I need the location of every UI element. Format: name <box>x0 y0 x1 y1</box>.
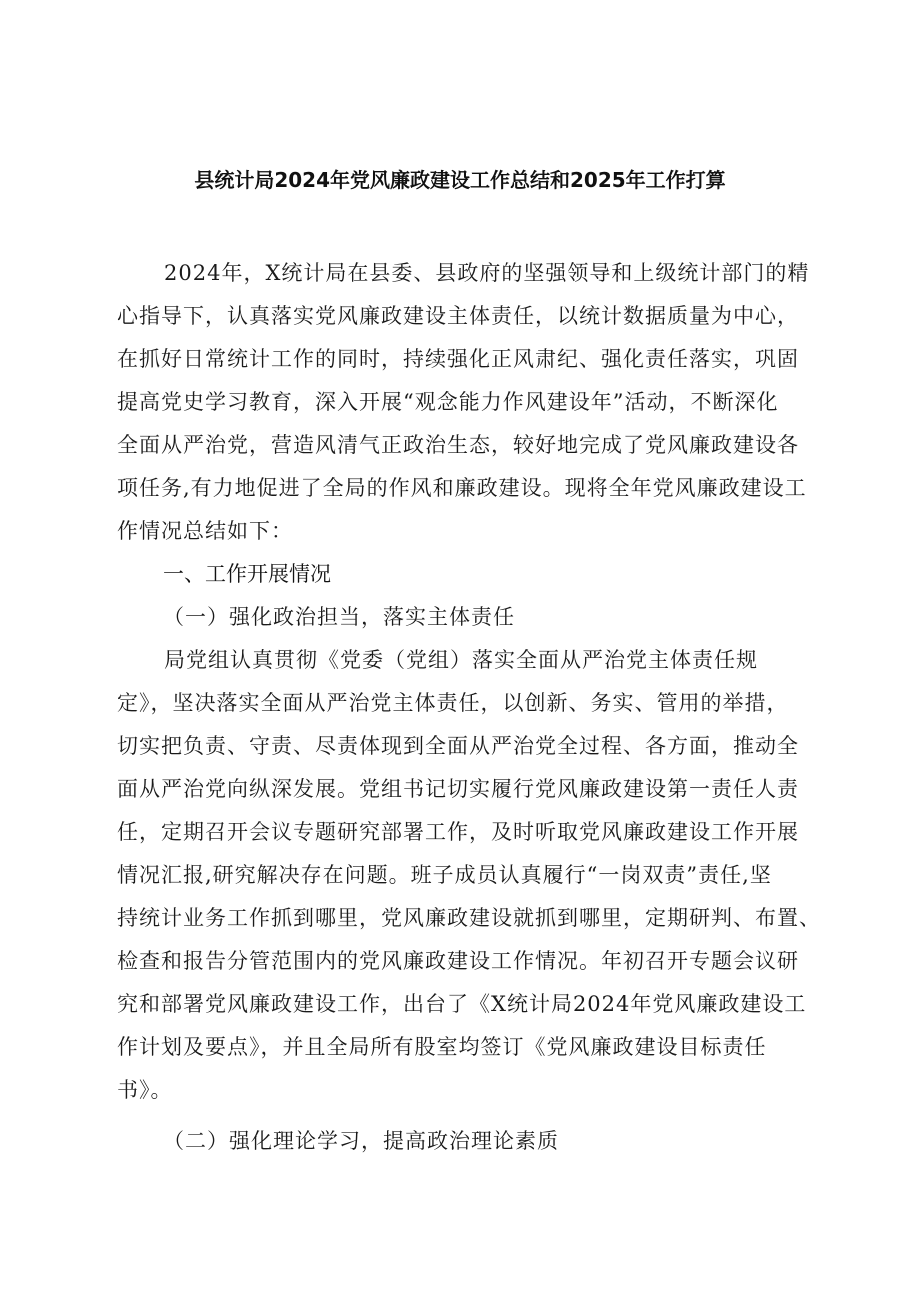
paragraph-line: 情况汇报,研究解决存在问题。班子成员认真履行“一岗双责”责任,坚 <box>117 863 772 887</box>
paragraph-line: 持统计业务工作抓到哪里，党风廉政建设就抓到哪里，定期研判、布置、 <box>117 906 821 930</box>
paragraph-line: 2024年，X统计局在县委、县政府的坚强领导和上级统计部门的精 <box>164 261 810 285</box>
paragraph-line: 全面从严治党，营造风清气正政治生态，较好地完成了党风廉政建设各 <box>117 433 799 457</box>
paragraph-line: 作计划及要点》，并且全局所有股室均签订《党风廉政建设目标责任 <box>117 1035 767 1059</box>
subsection-heading: （一）强化政治担当，落实主体责任 <box>163 605 515 629</box>
paragraph-line: 定》，坚决落实全面从严治党主体责任，以创新、务实、管用的举措， <box>117 691 789 715</box>
paragraph-line: 任，定期召开会议专题研究部署工作，及时听取党风廉政建设工作开展 <box>117 820 799 844</box>
paragraph-line: 作情况总结如下： <box>117 519 293 543</box>
subsection-heading: （二）强化理论学习，提高政治理论素质 <box>163 1129 559 1153</box>
document-title: 县统计局2024年党风廉政建设工作总结和2025年工作打算 <box>194 168 726 192</box>
paragraph-line: 心指导下，认真落实党风廉政建设主体责任，以统计数据质量为中心， <box>117 304 799 328</box>
paragraph-line: 书》。 <box>117 1078 173 1102</box>
paragraph-line: 项任务,有力地促进了全局的作风和廉政建设。现将全年党风廉政建设工 <box>117 476 807 500</box>
paragraph-line: 究和部署党风廉政建设工作，出台了《X统计局2024年党风廉政建设工 <box>117 992 807 1016</box>
paragraph-line: 提高党史学习教育，深入开展“观念能力作风建设年”活动，不断深化 <box>117 390 779 414</box>
section-heading: 一、工作开展情况 <box>163 562 331 586</box>
paragraph-line: 局党组认真贯彻《党委（党组）落实全面从严治党主体责任规 <box>164 648 758 672</box>
paragraph-line: 切实把负责、守责、尽责体现到全面从严治党全过程、各方面，推动全 <box>117 734 799 758</box>
paragraph-line: 在抓好日常统计工作的同时，持续强化正风肃纪、强化责任落实，巩固 <box>117 347 799 371</box>
paragraph-line: 面从严治党向纵深发展。党组书记切实履行党风廉政建设第一责任人责 <box>117 777 799 801</box>
paragraph-line: 检查和报告分管范围内的党风廉政建设工作情况。年初召开专题会议研 <box>117 949 799 973</box>
